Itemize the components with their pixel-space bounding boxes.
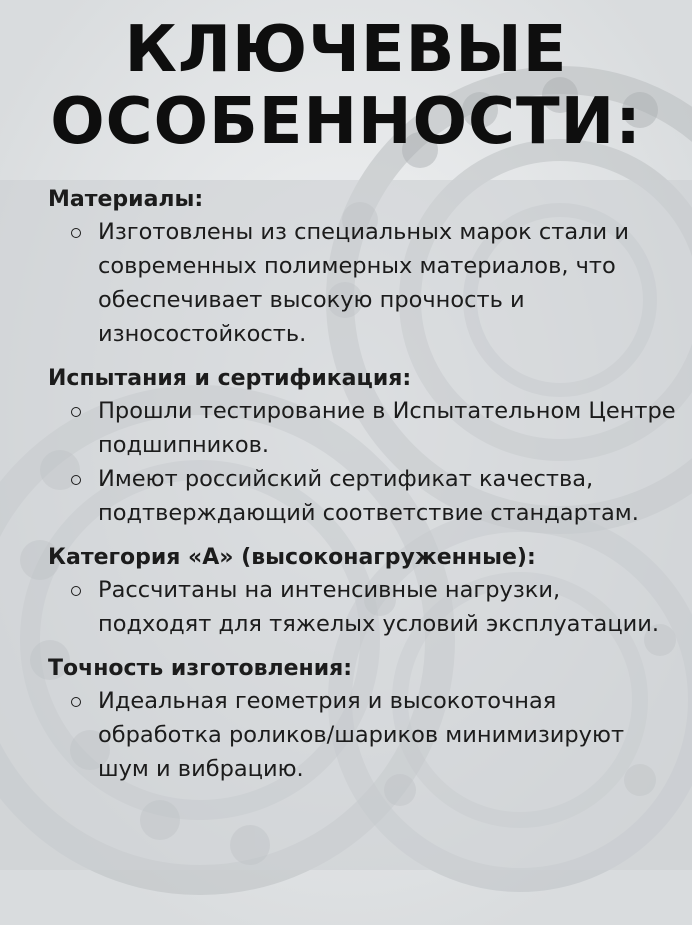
- section-heading: Материалы:: [48, 187, 204, 212]
- section-heading: Испытания и сертификация:: [48, 366, 412, 391]
- section-items: [48, 215, 678, 351]
- section-items: [48, 573, 678, 641]
- list-item: Прошли тестирование в Испытательном Центре подшипников.: [48, 394, 678, 462]
- list-item: Имеют российский сертификат качества, подтверждающий соответствие стандартам.: [48, 462, 678, 530]
- section-items: [48, 394, 678, 530]
- section-items: [48, 684, 678, 786]
- list-item: Идеальная геометрия и высокоточная обработка роликов/шариков минимизируют шум и вибрацию.: [48, 684, 678, 786]
- section-testing: [48, 363, 678, 530]
- section-category: [48, 542, 678, 641]
- section-heading: Точность изготовления:: [48, 656, 353, 681]
- list-item: Изготовлены из специальных марок стали и современных полимерных материалов, что обеспечивает высокую прочность и износостойкость.: [48, 215, 678, 351]
- title-line-2: ОСОБЕННОСТИ:: [50, 85, 642, 159]
- section-precision: [48, 653, 678, 786]
- section-materials: [48, 184, 678, 351]
- list-item: Рассчитаны на интенсивные нагрузки, подходят для тяжелых условий эксплуатации.: [48, 573, 678, 641]
- features-list: [48, 184, 678, 798]
- title-line-1: КЛЮЧЕВЫЕ: [124, 13, 568, 87]
- page-title: [0, 14, 692, 158]
- section-heading: Категория «А» (высоконагруженные):: [48, 545, 536, 570]
